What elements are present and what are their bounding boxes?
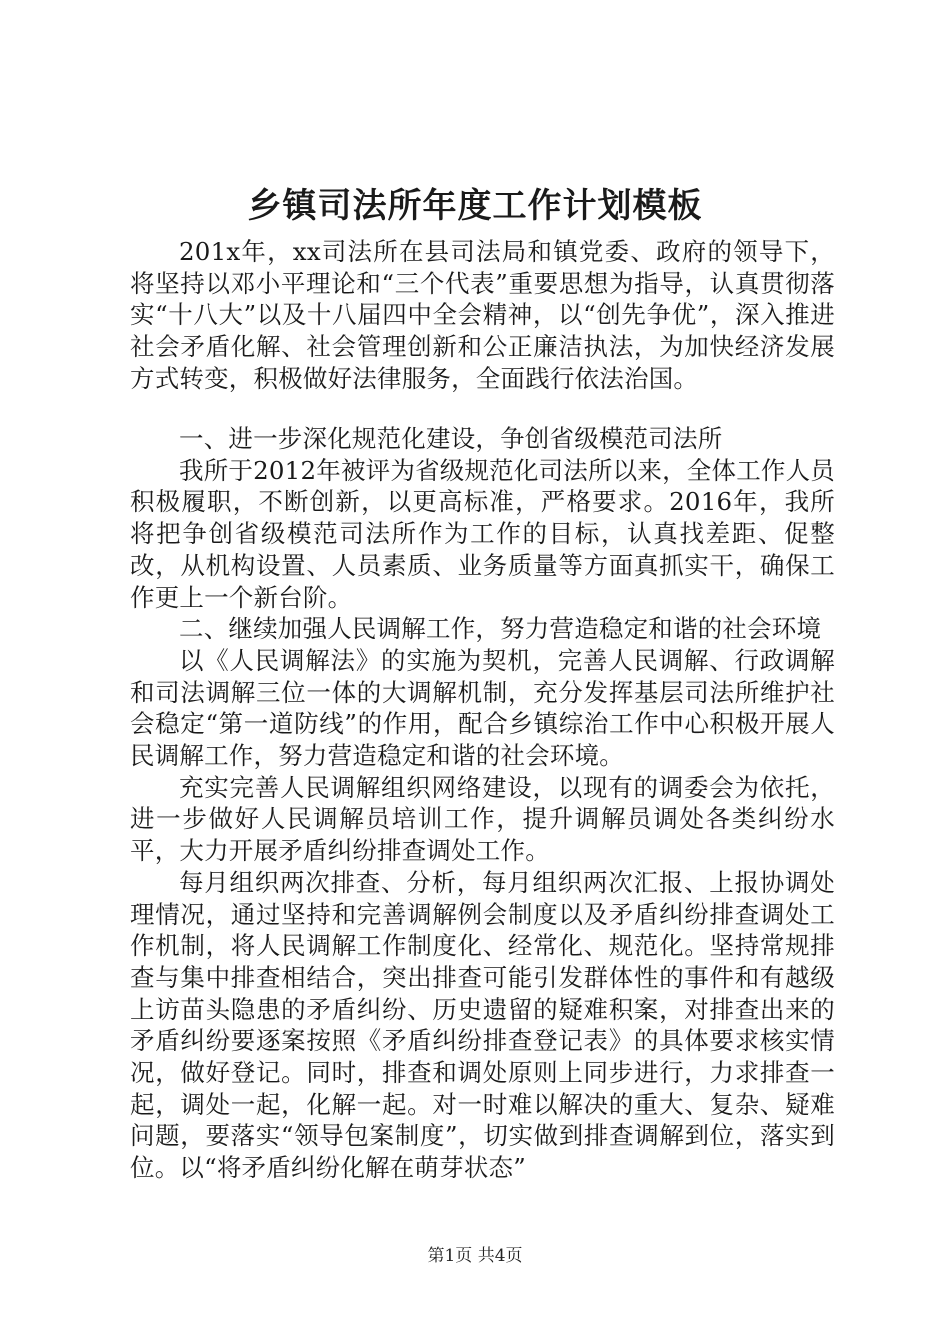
paragraph-1: 我所于2012年被评为省级规范化司法所以来，全体工作人员积极履职，不断创新，以更高标准，严格要求。2016年，我所将把争创省级模范司法所作为工作的目标，认真找差距、促整改，从机构设置、人员素质、业务质量等方面真抓实干，确保工作更上一个新台阶。 — [130, 455, 835, 612]
intro-paragraph: 201x年，xx司法所在县司法局和镇党委、政府的领导下，将坚持以邓小平理论和“三个代表”重要思想为指导，认真贯彻落实“十八大”以及十八届四中全会精神，以“创先争优”，深入推进社会矛盾化解、社会管理创新和公正廉洁执法，为加快经济发展方式转变，积极做好法律服务，全面践行依法治国。 — [130, 237, 835, 393]
paragraph-4: 每月组织两次排查、分析，每月组织两次汇报、上报协调处理情况，通过坚持和完善调解例会制度以及矛盾纠纷排查调处工作机制，将人民调解工作制度化、经常化、规范化。坚持常规排查与集中排查相结合，突出排查可能引发群体性的事件和有越级上访苗头隐患的矛盾纠纷、历史遗留的疑难积案，对排查出来的矛盾纠纷要逐案按照《矛盾纠纷排查登记表》的具体要求核实情况，做好登记。同时，排查和调处原则上同步进行，力求排查一起，调处一起，化解一起。对一时难以解决的重大、复杂、疑难问题，要落实“领导包案制度”，切实做到排查调解到位，落实到位。以“将矛盾纠纷化解在萌芽状态” — [130, 867, 835, 1183]
page-footer: 第1页 共4页 — [427, 1246, 523, 1266]
document-title: 乡镇司法所年度工作计划模板 — [247, 186, 703, 226]
paragraph-3: 充实完善人民调解组织网络建设，以现有的调委会为依托，进一步做好人民调解员培训工作，提升调解员调处各类纠纷水平，大力开展矛盾纠纷排查调处工作。 — [130, 772, 835, 866]
paragraph-2: 以《人民调解法》的实施为契机，完善人民调解、行政调解和司法调解三位一体的大调解机制，充分发挥基层司法所维护社会稳定“第一道防线”的作用，配合乡镇综治工作中心积极开展人民调解工作，努力营造稳定和谐的社会环境。 — [130, 645, 835, 771]
main-section — [130, 423, 835, 1184]
section-heading-2: 二、继续加强人民调解工作，努力营造稳定和谐的社会环境 — [179, 614, 822, 644]
intro-section — [130, 236, 835, 395]
section-heading-1: 一、进一步深化规范化建设，争创省级模范司法所 — [179, 424, 723, 453]
